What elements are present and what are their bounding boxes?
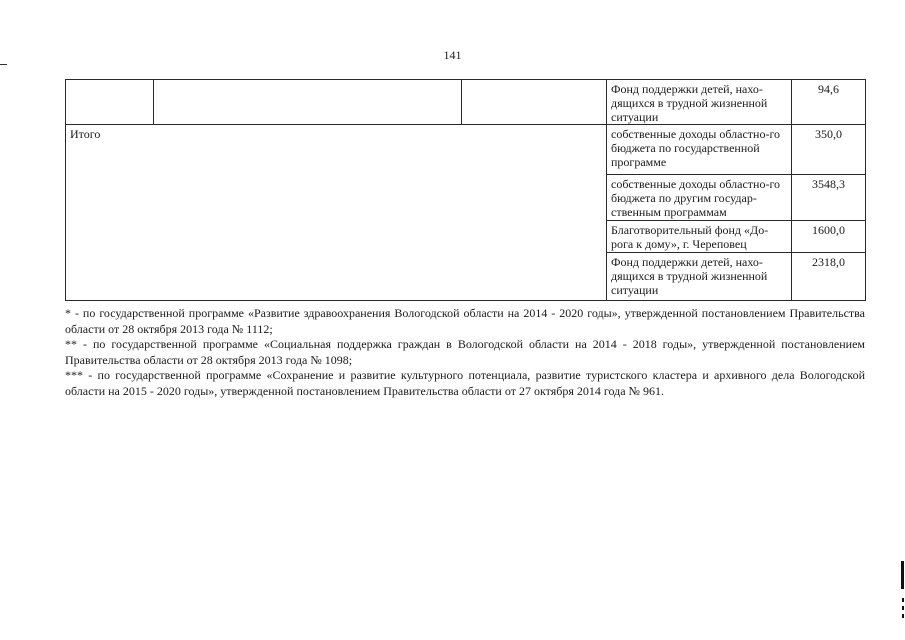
scan-artifact — [901, 561, 904, 589]
funding-table — [65, 79, 866, 301]
table-cell-empty — [462, 80, 607, 125]
footnote: * - по государственной программе «Развитие здравоохранения Вологодской области на 2014 - 2020 годы», утвержденной постановлением Правительства области от 28 октября 2013 года № 1112; — [65, 306, 865, 336]
funding-source-cell: Благотворительный фонд «До-рога к дому», г. Череповец — [607, 221, 792, 253]
funding-source-cell: собственные доходы областно-го бюджета по государственной программе — [607, 125, 792, 175]
footnotes — [65, 306, 865, 399]
table-cell-empty — [66, 80, 154, 125]
amount-cell: 350,0 — [792, 125, 866, 175]
funding-source-cell: собственные доходы областно-го бюджета по другим государ-ственным программам — [607, 175, 792, 221]
amount-cell: 1600,0 — [792, 221, 866, 253]
table-row — [66, 80, 866, 125]
funding-source-cell: Фонд поддержки детей, нахо-дящихся в трудной жизненной ситуации — [607, 253, 792, 301]
footnote: ** - по государственной программе «Социальная поддержка граждан в Вологодской области на 2014 - 2018 годы», утвержденной постановлением Правительства области от 28 октября 2013 года № 1098; — [65, 337, 865, 367]
scan-artifact — [902, 606, 904, 610]
amount-cell: 94,6 — [792, 80, 866, 125]
scan-artifact — [902, 614, 904, 618]
amount-cell: 3548,3 — [792, 175, 866, 221]
footnote: *** - по государственной программе «Сохранение и развитие культурного потенциала, развитие туристского кластера и архивного дела Вологодской области на 2015 - 2020 годы», утвержденной постановлением Правительства области от 27 октября 2014 года № 961. — [65, 368, 865, 398]
funding-source-cell: Фонд поддержки детей, нахо-дящихся в трудной жизненной ситуации — [607, 80, 792, 125]
table-row — [66, 125, 866, 175]
margin-tick — [0, 64, 7, 65]
page-number: 141 — [443, 48, 462, 62]
amount-cell: 2318,0 — [792, 253, 866, 301]
total-label-cell: Итого — [66, 125, 607, 301]
scan-artifact — [902, 598, 904, 602]
table-cell-empty — [154, 80, 462, 125]
